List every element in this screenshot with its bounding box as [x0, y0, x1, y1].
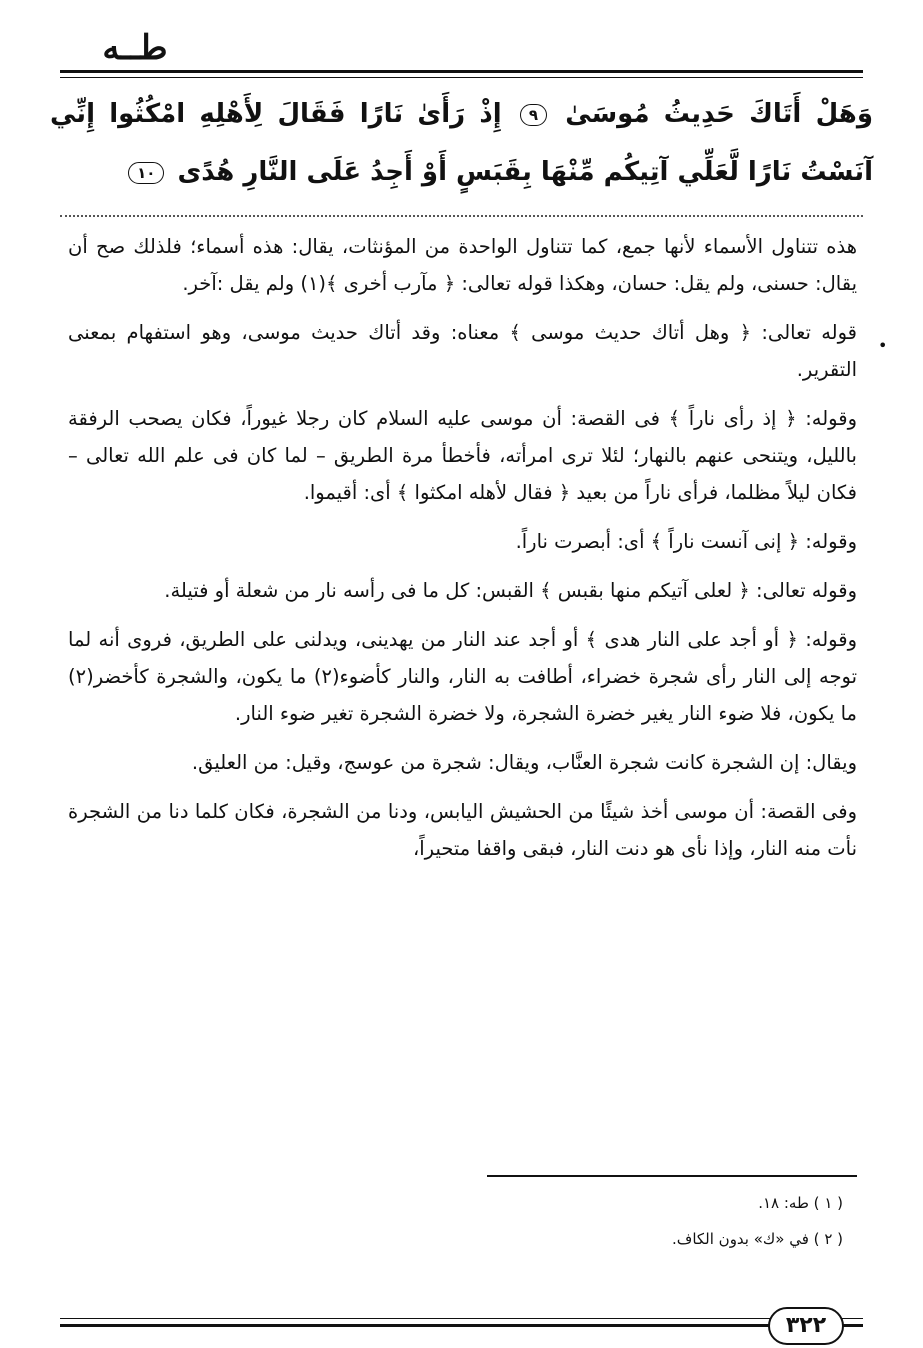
footnote-1: ( ١ ) طه: ١٨.: [758, 1194, 843, 1212]
verse-text: آتِيكُم مِّنْهَا بِقَبَسٍ أَوْ أَجِدُ عَلَى النَّارِ هُدًى: [177, 157, 669, 187]
paragraph: هذه تتناول الأسماء لأنها جمع، كما تتناول الواحدة من المؤنثات، يقال: هذه أسماء؛ فلذلك صح أن يقال: حسنى، ولم يقل: حسان، وهكذا قوله تعالى: ﴿ مآرب أخرى ﴾(١) ولم يقل :آخر.: [68, 235, 857, 295]
commentary-body: [68, 228, 857, 879]
paragraph: وقوله تعالى: ﴿ لعلى آتيكم منها بقبس ﴾ القبس: كل ما فى رأسه نار من شعلة أو فتيلة.: [164, 579, 857, 602]
footer-rule-thin: [60, 1318, 863, 1319]
paragraph: قوله تعالى: ﴿ وهل أتاك حديث موسى ﴾ معناه: وقد أتاك حديث موسى، وهو استفهام بمعنى التقرير.: [68, 321, 857, 381]
footnote-rule: [487, 1175, 857, 1177]
quran-verses: [50, 85, 873, 201]
header-rule-thin: [60, 77, 863, 78]
margin-bullet: •: [878, 336, 888, 355]
page-number: ٣٢٢: [768, 1307, 844, 1345]
verse-text: وَهَلْ أَتَاكَ حَدِيثُ مُوسَىٰ: [565, 99, 873, 129]
ayah-number-9: ٩: [520, 104, 547, 126]
paragraph: وقوله: ﴿ إذ رأى ناراً ﴾ فى القصة: أن موسى عليه السلام كان رجلا غيوراً، فكان يصحب الرفقة بالليل، ويتنحى عنهم بالنهار؛ لئلا ترى امرأته، فأخطأ مرة الطريق – لما كان فى علم الله تعالى – فكان ليلاً مظلما، فرأى ناراً من بعيد ﴿ فقال لأهله امكثوا ﴾ أى: أقيموا.: [68, 407, 857, 504]
footer-rule-thick: [60, 1324, 863, 1327]
header-rule-thick: [60, 70, 863, 73]
paragraph: وقوله: ﴿ أو أجد على النار هدى ﴾ أو أجد عند النار من يهدينى، ويدلنى على الطريق، فروى أنه لما توجه إلى النار رأى شجرة خضراء، أطافت به النار، والنار كأضوء(٢) ما يكون، والشجرة كأخضر(٢) ما يكون، فلا ضوء النار يغير خضرة الشجرة، ولا خضرة الشجرة تغير ضوء النار.: [68, 628, 857, 725]
paragraph: ويقال: إن الشجرة كانت شجرة العنَّاب، ويقال: شجرة من عوسج، وقيل: من العليق.: [191, 751, 857, 774]
surah-title: طــه: [102, 28, 168, 68]
ayah-number-10: ١٠: [128, 162, 164, 184]
footnote-2: ( ٢ ) في «ك» بدون الكاف.: [672, 1230, 843, 1248]
paragraph: وقوله: ﴿ إنى آنست ناراً ﴾ أى: أبصرت ناراً.: [515, 530, 857, 553]
verse-text: إِذْ رَأَىٰ نَارًا فَقَالَ لِأَهْلِهِ امْكُثُوا إِنِّي آنَسْتُ نَارًا لَّعَلِّي: [50, 99, 873, 187]
paragraph: وفى القصة: أن موسى أخذ شيئًا من الحشيش اليابس، ودنا من الشجرة، فكان كلما دنا من الشجرة نأت منه النار، وإذا نأى هو دنت النار، فبقى واقفا متحيراً،: [68, 800, 857, 860]
footnotes: [672, 1185, 843, 1257]
dotted-divider: [60, 215, 863, 217]
